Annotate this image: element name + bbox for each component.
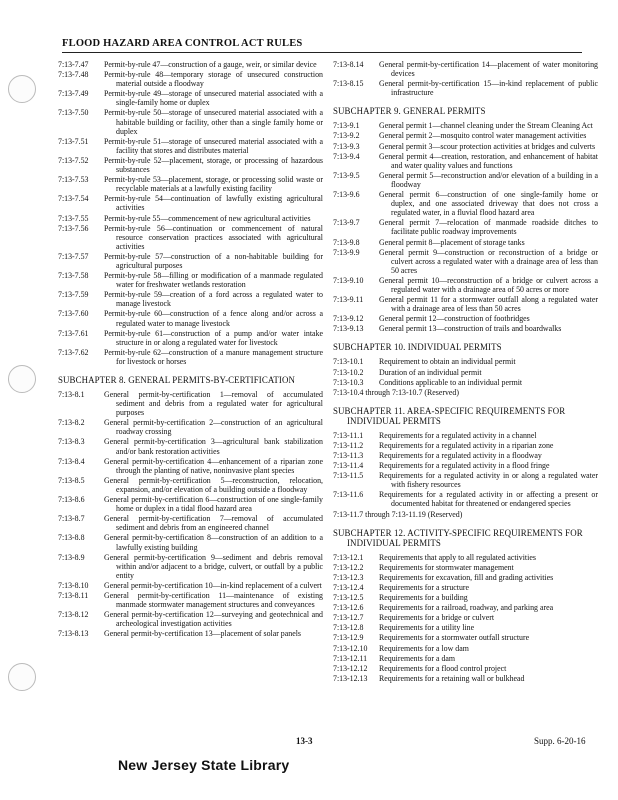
- toc-entry: [333, 654, 598, 663]
- section-number: 7:13-7.55: [58, 213, 89, 223]
- section-number: 7:13-12.13: [333, 673, 368, 683]
- section-title: General permit 8—placement of storage tanks: [379, 237, 525, 247]
- section-title: Requirements for stormwater management: [379, 562, 514, 572]
- section-number: 7:13-8.12: [58, 610, 89, 620]
- toc-entry: [333, 324, 598, 333]
- toc-entry: [58, 533, 323, 551]
- section-number: 7:13-7.53: [58, 175, 89, 185]
- toc-entry: [333, 603, 598, 612]
- toc-entry: [333, 674, 598, 683]
- section-title: General permit 5—reconstruction and/or elevation of a building in a floodway: [379, 170, 598, 189]
- section-title: Requirements for a flood control project: [379, 663, 507, 673]
- section-number: 7:13-12.12: [333, 663, 368, 673]
- toc-entry: [58, 214, 323, 223]
- section-number: 7:13-9.12: [333, 314, 364, 324]
- section-title: Requirements for a utility line: [379, 623, 475, 633]
- toc-entry: [58, 553, 323, 580]
- entry-list: [333, 121, 598, 333]
- section-title: Requirement to obtain an individual permit: [379, 357, 516, 367]
- binder-hole: [8, 663, 36, 691]
- toc-entry: [58, 437, 323, 455]
- toc-entry: [333, 378, 598, 387]
- section-number: 7:13-9.4: [333, 151, 360, 161]
- section-title: Requirements for excavation, fill and grading activities: [379, 572, 554, 582]
- section-number: 7:13-7.48: [58, 70, 89, 80]
- toc-entry: [333, 218, 598, 236]
- section-number: 7:13-8.8: [58, 533, 85, 543]
- toc-entry: [58, 194, 323, 212]
- toc-entry: [333, 633, 598, 642]
- toc-entry: [58, 290, 323, 308]
- section-title: Permit-by-rule 55—commencement of new agricultural activities: [104, 213, 311, 223]
- section-title: Permit-by-rule 60—construction of a fence along and/or across a regulated water to manage livestock: [104, 309, 323, 328]
- section-number: 7:13-7.52: [58, 155, 89, 165]
- section-title: General permit-by-certification 3—agricultural bank stabilization and/or bank restoration activities: [104, 437, 323, 456]
- toc-entry: [58, 610, 323, 628]
- section-title: Requirements for a regulated activity in or along a regulated water with fishery resources: [379, 471, 598, 490]
- supplement-date: Supp. 6-20-16: [534, 736, 586, 746]
- subchapter-9-title: SUBCHAPTER 9. GENERAL PERMITS: [333, 106, 486, 117]
- section-title: Permit-by-rule 48—temporary storage of unsecured construction material outside a floodway: [104, 70, 323, 89]
- toc-entry: [333, 664, 598, 673]
- section-number: 7:13-11.3: [333, 451, 364, 460]
- section-title: General permit-by-certification 11—maintenance of existing manmade stormwater management structures and conveyances: [104, 590, 323, 610]
- section-title: General permit-by-certification 8—construction of an addition to a lawfully existing building: [104, 533, 323, 552]
- toc-entry: [58, 156, 323, 174]
- toc-entry: [333, 461, 598, 470]
- section-title: General permit-by-certification 1—removal of accumulated sediment and debris from a regulated water for agricultural purposes: [104, 390, 323, 418]
- section-title: General permit-by-certification 9—sediment and debris removal within and/or adjacent to a bridge, culvert, or outfall by a public entity: [104, 552, 323, 580]
- toc-entry: [333, 142, 598, 151]
- section-number: 7:13-7.56: [58, 223, 89, 233]
- reserved-range: 7:13-10.4 through 7:13-10.7 (Reserved): [333, 387, 460, 397]
- section-number: 7:13-7.62: [58, 347, 89, 357]
- section-number: 7:13-12.11: [333, 653, 368, 663]
- section-number: 7:13-12.4: [333, 582, 364, 592]
- section-title: Permit-by-rule 56—continuation or commencement of natural resource conservation practices associated with agricultural activities: [104, 223, 323, 251]
- section-number: 7:13-11.2: [333, 440, 364, 450]
- toc-entry: [58, 60, 323, 69]
- entry-list: [333, 553, 598, 683]
- section-title: Requirements for a dam: [379, 653, 456, 663]
- section-title: General permit 3—scour protection activities at bridges and culverts: [379, 141, 596, 151]
- section-title: Permit-by-rule 51—storage of unsecured material associated with a facility that stores and distributes material: [104, 136, 323, 155]
- section-number: 7:13-8.3: [58, 437, 85, 447]
- section-number: 7:13-7.59: [58, 290, 89, 300]
- section-number: 7:13-7.47: [58, 60, 89, 69]
- section-title: General permit-by-certification 12—surveying and geotechnical and archeological investigation activities: [104, 610, 323, 629]
- section-number: 7:13-10.3: [333, 377, 364, 387]
- section-title: Requirements for a bridge or culvert: [379, 613, 495, 623]
- section-title: General permit 10—reconstruction of a bridge or culvert across a regulated water with a drainage area of 50 acres or more: [379, 275, 598, 294]
- section-number: 7:13-9.6: [333, 190, 360, 200]
- entry-list: [58, 60, 323, 366]
- toc-entry: [333, 583, 598, 592]
- section-title: Requirements for a building: [379, 593, 468, 603]
- subchapter-8-title: SUBCHAPTER 8. GENERAL PERMITS-BY-CERTIFICATION: [58, 375, 295, 385]
- section-title: Permit-by-rule 58—filling or modification of a manmade regulated water for freshwater wetlands restoration: [104, 271, 323, 290]
- section-title: Requirements for a railroad, roadway, and parking area: [379, 603, 554, 613]
- binder-hole: [8, 75, 36, 103]
- toc-entry: [333, 79, 598, 97]
- section-number: 7:13-7.54: [58, 194, 89, 204]
- toc-entry: [58, 175, 323, 193]
- library-stamp: New Jersey State Library: [118, 757, 290, 773]
- page-header: FLOOD HAZARD AREA CONTROL ACT RULES: [62, 38, 582, 53]
- section-title: Permit-by-rule 47—construction of a gauge, weir, or similar device: [104, 60, 317, 69]
- section-title: Requirements for a regulated activity in or affecting a present or documented habitat for threatened or endangered species: [379, 490, 598, 509]
- section-number: 7:13-12.6: [333, 603, 364, 613]
- section-title: General permit-by-certification 4—enhancement of a riparian zone through the planting of native, noninvasive plant species: [104, 456, 323, 475]
- left-column: [58, 60, 323, 639]
- toc-entry: [333, 431, 598, 440]
- toc-entry: [58, 108, 323, 135]
- section-title: Requirements for a regulated activity in a flood fringe: [379, 461, 550, 471]
- toc-entry: [58, 476, 323, 494]
- toc-entry: [333, 152, 598, 170]
- toc-entry: [58, 70, 323, 88]
- section-title: General permit 1—channel cleaning under the Stream Cleaning Act: [379, 121, 593, 131]
- section-number: 7:13-8.10: [58, 580, 89, 590]
- toc-entry: [333, 171, 598, 189]
- section-number: 7:13-9.11: [333, 295, 364, 305]
- toc-entry: [333, 490, 598, 508]
- section-number: 7:13-7.58: [58, 271, 89, 281]
- section-title: General permit-by-certification 15—in-kind replacement of public infrastructure: [379, 79, 598, 98]
- section-number: 7:13-11.1: [333, 430, 364, 440]
- section-number: 7:13-8.1: [58, 390, 85, 399]
- section-number: 7:13-8.4: [58, 456, 85, 466]
- toc-entry: [333, 644, 598, 653]
- entry-list: [333, 431, 598, 509]
- section-title: General permit 13—construction of trails and boardwalks: [379, 324, 562, 334]
- section-number: 7:13-10.1: [333, 357, 364, 367]
- section-number: 7:13-9.2: [333, 131, 360, 141]
- toc-entry: [333, 441, 598, 450]
- right-column: [333, 60, 598, 684]
- toc-entry: [58, 137, 323, 155]
- section-title: Permit-by-rule 57—construction of a non-habitable building for agricultural purposes: [104, 251, 323, 270]
- toc-entry: [58, 629, 323, 638]
- page-number: 13-3: [296, 736, 313, 746]
- toc-entry: [58, 514, 323, 532]
- toc-entry: [58, 591, 323, 609]
- section-title: Permit-by-rule 50—storage of unsecured material associated with a habitable building or facility, other than a single family home or duplex: [104, 108, 323, 136]
- section-title: Permit-by-rule 62—construction of a manure management structure for livestock or horses: [104, 347, 323, 366]
- toc-entry: [58, 329, 323, 347]
- section-number: 7:13-8.6: [58, 495, 85, 505]
- section-title: General permit-by-certification 7—removal of accumulated sediment and debris from an engineered channel: [104, 514, 323, 533]
- toc-entry: [333, 623, 598, 632]
- subchapter-12-title: SUBCHAPTER 12. ACTIVITY-SPECIFIC REQUIREMENTS FOR INDIVIDUAL PERMITS: [333, 527, 583, 548]
- toc-entry: [333, 368, 598, 377]
- section-title: General permit 9—construction or reconstruction of a bridge or culvert across a regulated water with a drainage area of less than 50 acres: [379, 247, 598, 275]
- toc-entry: [333, 593, 598, 602]
- section-title: Permit-by-rule 52—placement, storage, or processing of hazardous substances: [104, 155, 323, 175]
- section-number: 7:13-9.7: [333, 218, 360, 228]
- section-number: 7:13-12.10: [333, 643, 368, 653]
- toc-entry: [58, 418, 323, 436]
- section-title: General permit 2—mosquito control water management activities: [379, 131, 587, 141]
- toc-entry: [58, 495, 323, 513]
- section-title: Permit-by-rule 54—continuation of lawfully existing agricultural activities: [104, 194, 323, 213]
- section-number: 7:13-11.5: [333, 471, 364, 481]
- toc-entry: [333, 613, 598, 622]
- section-title: Requirements that apply to all regulated activities: [379, 552, 536, 562]
- section-number: 7:13-9.10: [333, 275, 364, 285]
- section-title: General permit-by-certification 13—placement of solar panels: [104, 629, 301, 639]
- subchapter-10-title: SUBCHAPTER 10. INDIVIDUAL PERMITS: [333, 342, 502, 353]
- section-title: General permit 12—construction of footbridges: [379, 314, 530, 324]
- section-number: 7:13-12.8: [333, 623, 364, 633]
- section-title: General permit 6—construction of one single-family home or duplex, and one associated driveway that does not cross a regulated water, in a fluvial flood hazard area: [379, 190, 598, 218]
- section-number: 7:13-12.2: [333, 562, 364, 572]
- section-title: Requirements for a regulated activity in a floodway: [379, 451, 542, 460]
- section-number: 7:13-9.13: [333, 324, 364, 334]
- section-title: General permit 7—relocation of manmade roadside ditches to facilitate public roadway improvements: [379, 218, 598, 237]
- section-number: 7:13-7.61: [58, 328, 89, 338]
- section-number: 7:13-9.3: [333, 141, 360, 151]
- toc-entry: [333, 60, 598, 78]
- section-number: 7:13-12.5: [333, 593, 364, 603]
- section-number: 7:13-7.51: [58, 136, 89, 146]
- toc-entry: [333, 131, 598, 140]
- section-number: 7:13-8.2: [58, 418, 85, 428]
- section-number: 7:13-8.13: [58, 629, 89, 639]
- section-number: 7:13-8.14: [333, 60, 364, 69]
- section-number: 7:13-12.9: [333, 633, 364, 643]
- toc-entry: [333, 357, 598, 366]
- toc-entry: [333, 121, 598, 130]
- section-number: 7:13-7.60: [58, 309, 89, 319]
- section-title: General permit-by-certification 14—placement of water monitoring devices: [379, 60, 598, 79]
- section-number: 7:13-9.9: [333, 247, 360, 257]
- toc-entry: [333, 248, 598, 275]
- section-number: 7:13-8.15: [333, 79, 364, 89]
- section-number: 7:13-12.3: [333, 572, 364, 582]
- toc-entry: [58, 581, 323, 590]
- toc-entry: [333, 553, 598, 562]
- section-number: 7:13-11.6: [333, 490, 364, 500]
- toc-entry: [333, 276, 598, 294]
- toc-entry: [333, 573, 598, 582]
- section-title: Permit-by-rule 61—construction of a pump and/or water intake structure in or along a regulated water for livestock: [104, 328, 323, 347]
- section-title: Requirements for a retaining wall or bulkhead: [379, 673, 525, 683]
- toc-entry: [58, 457, 323, 475]
- toc-entry: [333, 314, 598, 323]
- section-number: 7:13-7.57: [58, 251, 89, 261]
- binder-hole: [8, 365, 36, 393]
- section-number: 7:13-11.4: [333, 461, 364, 471]
- section-title: Conditions applicable to an individual permit: [379, 377, 523, 387]
- section-number: 7:13-8.9: [58, 552, 85, 562]
- section-title: Permit-by-rule 59—creation of a ford across a regulated water to manage livestock: [104, 290, 323, 309]
- section-number: 7:13-7.50: [58, 108, 89, 118]
- section-number: 7:13-7.49: [58, 89, 89, 99]
- toc-entry: [333, 238, 598, 247]
- subchapter-11-title: SUBCHAPTER 11. AREA-SPECIFIC REQUIREMENTS FOR INDIVIDUAL PERMITS: [333, 405, 566, 426]
- section-title: General permit-by-certification 10—in-kind replacement of a culvert: [104, 580, 322, 590]
- section-number: 7:13-8.5: [58, 475, 85, 485]
- section-number: 7:13-12.7: [333, 613, 364, 623]
- toc-entry: [58, 348, 323, 366]
- toc-entry: [58, 252, 323, 270]
- toc-entry: [58, 89, 323, 107]
- section-number: 7:13-10.2: [333, 367, 364, 377]
- section-title: Requirements for a regulated activity in a channel: [379, 430, 537, 440]
- section-title: General permit 11 for a stormwater outfall along a regulated water with a drainage area of less than 50 acres: [379, 295, 598, 314]
- section-title: Requirements for a stormwater outfall structure: [379, 633, 530, 643]
- section-title: Permit-by-rule 53—placement, storage, or processing solid waste or recyclable materials at a lawfully existing facility: [104, 175, 323, 194]
- section-title: Requirements for a structure: [379, 582, 470, 592]
- section-title: Requirements for a low dam: [379, 643, 469, 653]
- toc-entry: [58, 224, 323, 251]
- section-title: General permit-by-certification 6—construction of one single-family home or duplex in a tidal flood hazard area: [104, 495, 323, 514]
- section-number: 7:13-12.1: [333, 552, 364, 562]
- section-title: Duration of an individual permit: [379, 367, 482, 377]
- section-title: Permit-by-rule 49—storage of unsecured material associated with a single-family home or duplex: [104, 89, 323, 108]
- section-title: General permit-by-certification 2—construction of an agricultural roadway crossing: [104, 418, 323, 437]
- toc-entry: [333, 190, 598, 217]
- entry-list: [58, 390, 323, 638]
- toc-entry: [333, 295, 598, 313]
- section-number: 7:13-8.11: [58, 590, 89, 600]
- toc-entry: [58, 271, 323, 289]
- section-title: General permit-by-certification 5—reconstruction, relocation, expansion, and/or elevation of a building outside a floodway: [104, 475, 323, 494]
- reserved-range: 7:13-11.7 through 7:13-11.19 (Reserved): [333, 509, 463, 519]
- section-title: Requirements for a regulated activity in a riparian zone: [379, 440, 554, 450]
- section-title: General permit 4—creation, restoration, and enhancement of habitat and water quality values and functions: [379, 151, 598, 170]
- section-number: 7:13-9.8: [333, 237, 360, 247]
- toc-entry: [58, 309, 323, 327]
- toc-entry: [58, 390, 323, 417]
- section-number: 7:13-9.1: [333, 121, 360, 131]
- entry-list: [333, 60, 598, 97]
- entry-list: [333, 357, 598, 386]
- toc-entry: [333, 451, 598, 460]
- section-number: 7:13-8.7: [58, 514, 85, 524]
- toc-entry: [333, 563, 598, 572]
- section-number: 7:13-9.5: [333, 170, 360, 180]
- toc-entry: [333, 471, 598, 489]
